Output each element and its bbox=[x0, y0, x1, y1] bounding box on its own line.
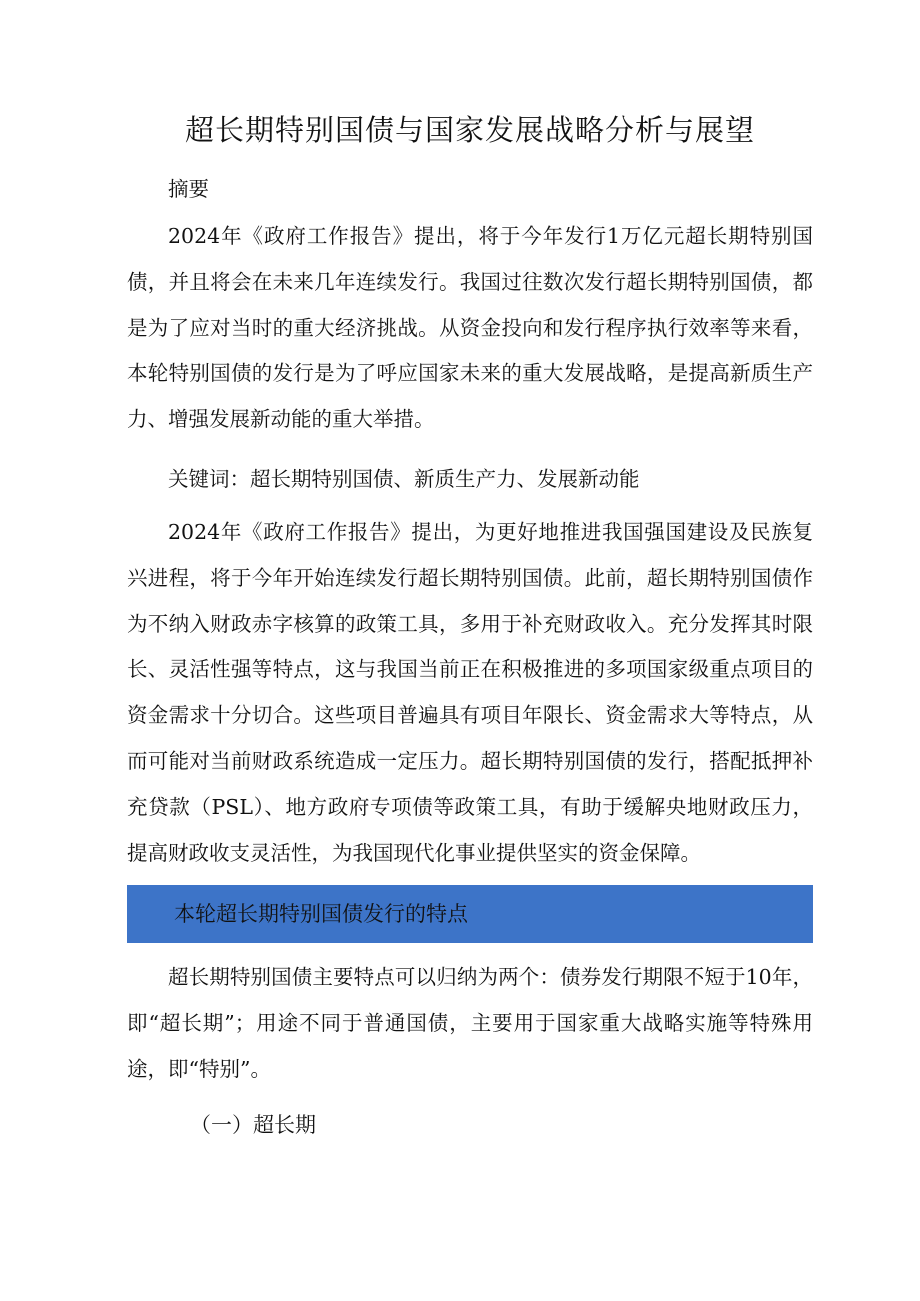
section-body-paragraph: 超长期特别国债主要特点可以归纳为两个：债券发行期限不短于10年，即“超长期”；用途不同于普通国债，主要用于国家重大战略实施等特殊用途，即“特别”。 bbox=[127, 965, 813, 1081]
section-heading: 本轮超长期特别国债发行的特点 bbox=[174, 902, 468, 926]
intro-paragraph: 2024年《政府工作报告》提出，为更好地推进我国强国建设及民族复兴进程，将于今年开始连续发行超长期特别国债。此前，超长期特别国债作为不纳入财政赤字核算的政策工具，多用于补充财政收入。充分发挥其时限长、灵活性强等特点，这与我国当前正在积极推进的多项国家级重点项目的资金需求十分切合。这些项目普遍具有项目年限长、资金需求大等特点，从而可能对当前财政系统造成一定压力。超长期特别国债的发行，搭配抵押补充贷款（PSL）、地方政府专项债等政策工具，有助于缓解央地财政压力，提高财政收支灵活性，为我国现代化事业提供坚实的资金保障。 bbox=[127, 520, 813, 865]
abstract-label: 摘要 bbox=[168, 177, 209, 201]
section-heading-banner bbox=[127, 885, 813, 943]
subsection-heading: （一）超长期 bbox=[190, 1113, 316, 1137]
abstract-body: 2024年《政府工作报告》提出，将于今年发行1万亿元超长期特别国债，并且将会在未来几年连续发行。我国过往数次发行超长期特别国债，都是为了应对当时的重大经济挑战。从资金投向和发行程序执行效率等来看，本轮特别国债的发行是为了呼应国家未来的重大发展战略，是提高新质生产力、增强发展新动能的重大举措。 bbox=[127, 224, 813, 432]
document-title: 超长期特别国债与国家发展战略分析与展望 bbox=[184, 113, 755, 147]
keywords-line: 关键词：超长期特别国债、新质生产力、发展新动能 bbox=[168, 467, 640, 491]
